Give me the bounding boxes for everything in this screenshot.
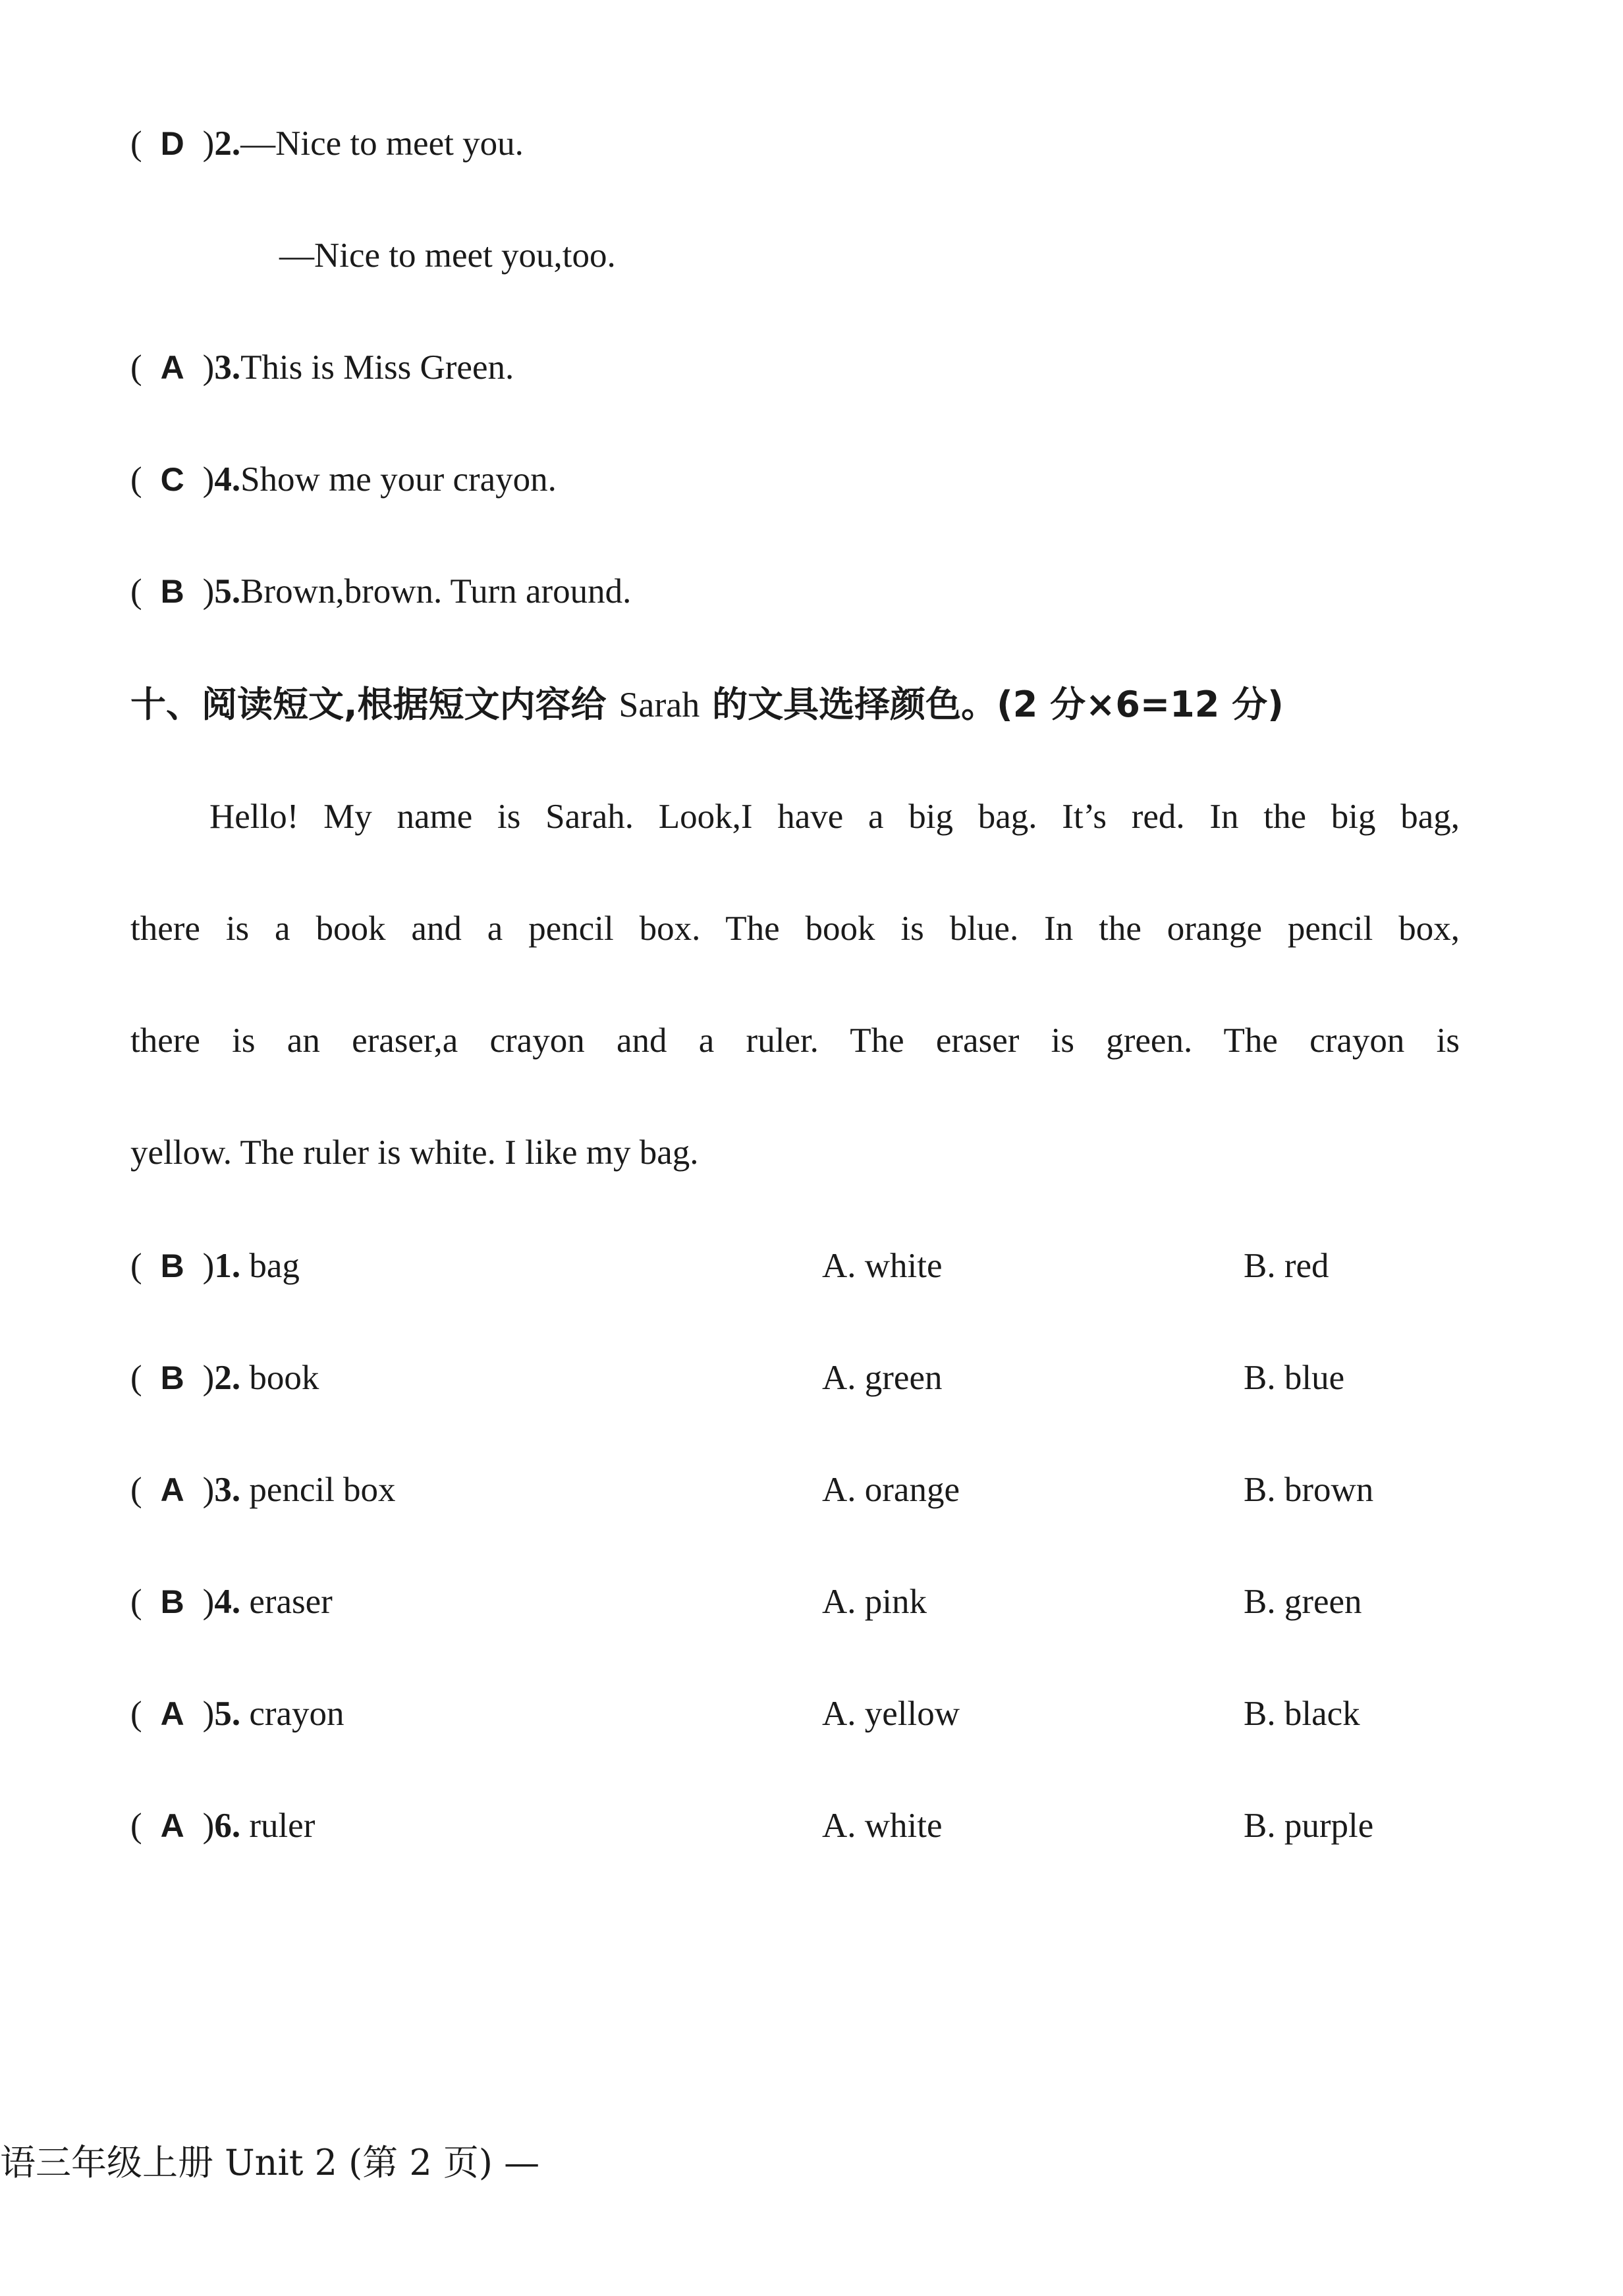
choice-row	[130, 1805, 1514, 1847]
question-text: This is Miss Green.	[240, 348, 514, 387]
option-b: B. green	[1244, 1583, 1362, 1621]
question-text: —Nice to meet you.	[240, 124, 524, 163]
answer: C	[160, 461, 184, 498]
passage-line	[209, 796, 1460, 838]
question-number: 4.	[214, 1583, 241, 1621]
close-paren: )	[202, 1359, 215, 1397]
open-paren: (	[130, 1247, 142, 1285]
close-paren: )	[202, 1247, 215, 1285]
open-paren: (	[130, 1695, 142, 1733]
passage-line	[130, 1020, 1460, 1062]
question-number: 5.	[214, 572, 241, 611]
section-title-name: Sarah	[619, 685, 700, 724]
question-item: book	[249, 1359, 319, 1397]
answer: B	[160, 1359, 184, 1396]
question-number: 3.	[214, 1471, 241, 1509]
passage-line	[130, 1132, 1460, 1174]
close-paren: )	[202, 348, 215, 387]
question-item: pencil box	[249, 1471, 396, 1509]
choice-row	[130, 1581, 1514, 1623]
question-number: 3.	[214, 348, 241, 387]
question-text: Show me your crayon.	[240, 460, 557, 499]
answer: A	[160, 1471, 184, 1508]
option-a: A. white	[822, 1807, 943, 1845]
question-text: Brown,brown. Turn around.	[240, 572, 632, 611]
open-paren: (	[130, 1359, 142, 1397]
option-a: A. pink	[822, 1583, 927, 1621]
question-item: eraser	[249, 1583, 333, 1621]
close-paren: )	[202, 1471, 215, 1509]
section-title	[130, 684, 1284, 726]
answer: A	[160, 1807, 184, 1844]
choice-row	[130, 1357, 1514, 1399]
answer: D	[160, 125, 184, 162]
choice-row	[130, 1469, 1514, 1511]
passage-line	[130, 908, 1460, 950]
passage-text: yellow. The ruler is white. I like my bag.	[130, 1134, 699, 1172]
option-a: A. white	[822, 1247, 943, 1285]
footer-text: 语三年级上册 Unit 2 (第 2 页) —	[0, 2142, 540, 2183]
close-paren: )	[202, 460, 215, 499]
page-footer	[0, 2142, 539, 2184]
question-number: 6.	[214, 1807, 241, 1845]
question-item: ruler	[249, 1807, 316, 1845]
answer: B	[160, 1247, 184, 1284]
passage-text: there is a book and a pencil box. The book is blue. In the orange pencil box,	[130, 910, 1460, 948]
choice-row	[130, 1693, 1514, 1735]
reply-line	[279, 234, 616, 277]
question-row	[130, 570, 631, 613]
question-item: crayon	[249, 1695, 344, 1733]
section-title-post: 的文具选择颜色。(2 分×6=12 分)	[700, 684, 1284, 725]
close-paren: )	[202, 1695, 215, 1733]
open-paren: (	[130, 572, 142, 611]
open-paren: (	[130, 348, 142, 387]
option-b: B. purple	[1244, 1807, 1374, 1845]
question-number: 4.	[214, 460, 241, 499]
close-paren: )	[202, 1583, 215, 1621]
reply-text: —Nice to meet you,too.	[279, 236, 616, 275]
choice-row	[130, 1245, 1514, 1287]
question-number: 1.	[214, 1247, 241, 1285]
option-a: A. orange	[822, 1471, 960, 1509]
question-number: 2.	[214, 1359, 241, 1397]
passage-text: there is an eraser,a crayon and a ruler. The eraser is green. The crayon is	[130, 1022, 1460, 1060]
option-a: A. green	[822, 1359, 943, 1397]
question-row	[130, 346, 514, 389]
answer: A	[160, 349, 184, 386]
open-paren: (	[130, 1471, 142, 1509]
question-row	[130, 123, 524, 165]
answer: B	[160, 573, 184, 610]
question-number: 2.	[214, 124, 241, 163]
section-title-pre: 十、阅读短文,根据短文内容给	[130, 684, 619, 725]
option-b: B. red	[1244, 1247, 1329, 1285]
close-paren: )	[202, 124, 215, 163]
question-row	[130, 458, 557, 501]
open-paren: (	[130, 1583, 142, 1621]
option-b: B. brown	[1244, 1471, 1374, 1509]
option-a: A. yellow	[822, 1695, 960, 1733]
question-item: bag	[249, 1247, 300, 1285]
open-paren: (	[130, 460, 142, 499]
option-b: B. black	[1244, 1695, 1360, 1733]
question-number: 5.	[214, 1695, 241, 1733]
close-paren: )	[202, 1807, 215, 1845]
option-b: B. blue	[1244, 1359, 1345, 1397]
close-paren: )	[202, 572, 215, 611]
open-paren: (	[130, 1807, 142, 1845]
passage-text: Hello! My name is Sarah. Look,I have a big bag. It’s red. In the big bag,	[209, 798, 1460, 836]
open-paren: (	[130, 124, 142, 163]
answer: B	[160, 1583, 184, 1620]
answer: A	[160, 1695, 184, 1732]
